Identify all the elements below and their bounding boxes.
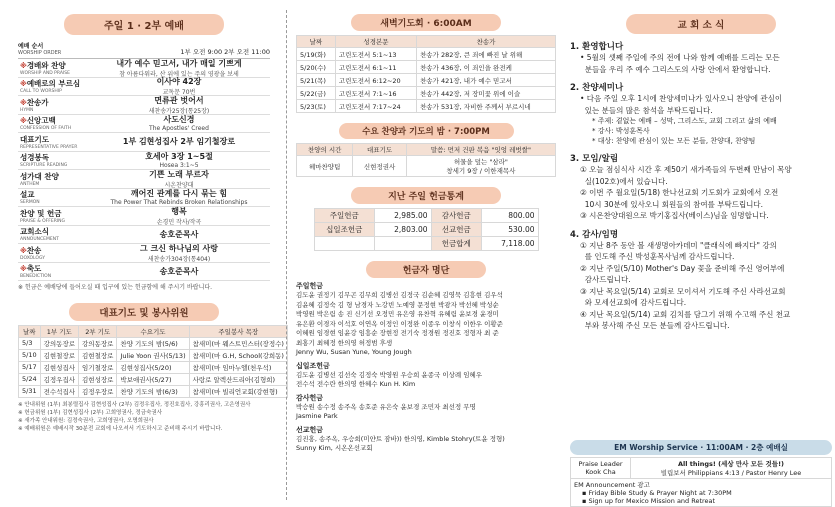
order-value	[88, 266, 270, 277]
table-row	[297, 61, 556, 74]
news-subitem: * 강사: 박성훈목사	[592, 127, 650, 135]
offering-note: ※ 헌금은 예배당에 들어오실 때 입구에 있는 헌금함에 해 주시기 바랍니다.	[18, 284, 213, 291]
news-list	[570, 40, 832, 332]
givers-line: 김도윤 김병선 김선숙 김정숙 박영원 우승희 윤종국 이상례 임혜우	[296, 370, 483, 379]
middle-column	[296, 0, 556, 507]
order-main: 면류관 벗어서	[154, 95, 204, 105]
duty-cell: 참새미(마 임마누엘(천우석)	[189, 361, 287, 373]
order-main: 기쁜 노래 부르자	[149, 169, 209, 179]
order-label	[18, 152, 88, 168]
em-ann-1: ▪ Friday Bible Study & Prayer Night at 7:30PM	[582, 489, 732, 497]
duty-cell: 5/10	[19, 349, 41, 361]
order-name: 대표기도	[20, 134, 49, 144]
offering-cell: 주일헌금	[314, 209, 375, 223]
order-main: 깨어진 관계를 다시 묶는 힘	[130, 189, 228, 199]
table-row	[19, 349, 288, 361]
order-label: 예배 순서	[18, 43, 44, 50]
order-row	[18, 115, 270, 134]
table-row	[297, 74, 556, 87]
dawn-cell: 찬송가 442장, 저 장미꽃 위에 이슬	[417, 87, 556, 100]
table-row	[314, 237, 538, 251]
order-name-en: ANNOUNCEMENT	[20, 237, 59, 243]
news-subitem: * 대상: 찬양에 관심이 있는 모든 분들, 찬양대, 찬양팀	[592, 137, 756, 145]
order-row	[18, 78, 270, 97]
duty-header: 주일봉사 목장	[189, 325, 287, 337]
duty-note: ※ 헌금위원 (1부) 김현성집사 (2부) 고희영권사, 정금숙권사	[18, 409, 163, 416]
givers-group-title: 주일헌금	[296, 282, 324, 290]
order-name-en: WORSHIP AND PRAISE	[20, 70, 70, 76]
offering-title: 지난 주일 헌금통계	[351, 187, 501, 204]
duty-note: ※ 예배위원은 예배시작 30분전 교회에 나오셔서 기도하시고 준비해 주시기 바랍니다.	[18, 425, 223, 432]
order-row	[18, 263, 270, 282]
order-main: 호세아 3장 1~5절	[145, 152, 213, 162]
duty-title: 대표기도 및 봉사위원	[69, 303, 219, 321]
dawn-cell: 찬송가 531장, 자비한 주께서 부르시네	[417, 100, 556, 113]
dawn-cell: 찬송가 436장, 이 죄인을 완전케	[417, 61, 556, 74]
order-label-ko	[20, 134, 88, 145]
news-item: ① 지난 8주 동안 볼 새생명아카데미 "클래식에 빠지다" 강의	[580, 240, 777, 250]
offering-cell: 십일조헌금	[314, 223, 375, 237]
news-item: 와 모세선교회에 감사드립니다.	[580, 298, 687, 307]
wed-verse: 창세기 9장 / 이한재목사	[446, 167, 516, 175]
duty-cell: 참새미(마 G.H, School(강희동)	[189, 349, 287, 361]
duty-cell: 임기철장로	[79, 361, 117, 373]
order-label-ko	[20, 189, 88, 200]
duty-cell: 찬양 기도의 밤(6/3)	[117, 385, 189, 397]
em-scripture: 빌립보서 Philippians 4:13 / Pastor Henry Lee	[660, 469, 802, 477]
duty-notes	[18, 401, 270, 433]
givers-line: Jasmine Park	[296, 412, 338, 420]
news-item: 실(102호)에서 있습니다.	[580, 176, 668, 186]
order-label-ko	[20, 152, 88, 163]
order-label-ko	[20, 226, 88, 237]
news-item: ② 이번 주 월요일(5/18) 한나선교회 기도회가 교회에서 오전	[580, 188, 779, 197]
offering-cell: 헌금합계	[431, 237, 481, 251]
star-icon: ※	[20, 98, 27, 107]
order-label	[18, 245, 88, 261]
news-section-title: 1. 환영합니다	[570, 42, 624, 52]
duty-cell: 5/24	[19, 373, 41, 385]
order-label	[18, 97, 88, 113]
wed-team: 헤마찬양팀	[297, 156, 353, 177]
duty-cell: 김현철장로	[79, 349, 117, 361]
givers-group-title: 선교헌금	[296, 425, 324, 434]
duty-header: 2부 기도	[79, 325, 117, 337]
dawn-title: 새벽기도회 · 6:00AM	[351, 14, 501, 31]
order-label-en: WORSHIP ORDER	[18, 50, 62, 56]
order-name: 성경봉독	[20, 153, 49, 163]
duty-header: 수요기도	[117, 325, 189, 337]
duty-cell: 김현성장로	[79, 373, 117, 385]
dawn-cell: 고린도전서 6:1~11	[335, 61, 416, 74]
news-section-title: 2. 찬양세미나	[570, 83, 624, 93]
offering-cell	[375, 237, 432, 251]
order-name-en: PRAISE & OFFERING	[20, 218, 66, 224]
order-name: 교회소식	[20, 227, 49, 237]
table-row	[19, 361, 288, 373]
order-sub: The Power That Rebinds Broken Relationships	[110, 199, 248, 207]
order-value	[88, 76, 270, 96]
wed-title: 수요 찬양과 기도의 밤 · 7:00PM	[339, 123, 514, 139]
duty-note: ※ 안내위원 (1부) 최봉렬집사 김현성집사 (2부) 김정우집사, 정진호집사, 강흥리권사, 고은영권사	[18, 401, 251, 408]
order-name-en: SERMON	[20, 200, 40, 206]
duty-cell: 5/3	[19, 337, 41, 349]
dawn-cell: 찬송가 421장, 내가 예수 믿고서	[417, 74, 556, 87]
order-sub: Hosea 3:1~5	[159, 162, 199, 170]
order-label	[18, 60, 88, 76]
worship-column	[18, 0, 284, 507]
order-main: 1부 김현성집사 2부 임기철장로	[122, 137, 236, 147]
news-item: 감사드립니다.	[580, 275, 631, 284]
news-item: • 다음 주일 오후 1시에 찬양세미나가 있사오니 찬양에 관심이	[580, 94, 783, 103]
order-label	[18, 189, 88, 205]
worship-order-list	[18, 58, 270, 281]
duty-cell: Julie Yoon 권사(5/13)	[117, 349, 189, 361]
order-name-en: ANTHEM	[20, 181, 40, 187]
duty-cell: 김현철장로	[40, 349, 78, 361]
order-label	[18, 171, 88, 187]
order-main: 내가 예수 믿고서, 내가 매일 기쁘게	[116, 58, 242, 68]
star-icon: ※	[20, 265, 27, 274]
news-item: ② 지난 주일(5/10) Mother's Day 꽃을 준비해 주신 영어부에	[580, 263, 785, 273]
table-row	[297, 87, 556, 100]
worship-title: 주일 1 · 2부 예배	[64, 14, 224, 35]
givers-line: 이혜원 임경현 임윤강 임흥순 장현정 전기숙 정경원 정진호 정형자 최 준	[296, 329, 499, 337]
offering-cell: 2,985.00	[375, 209, 432, 223]
offering-cell: 530.00	[481, 223, 538, 237]
offering-table	[314, 208, 539, 251]
givers-line: 김윤혜 김정숙 김 형 남경자 노강빈 노예영 문정현 박광자 박선혜 박성순	[296, 300, 499, 309]
order-name: 축도	[26, 264, 42, 274]
em-ann-label: EM Announcement 광고	[574, 481, 650, 489]
order-row	[18, 96, 270, 115]
dawn-cell: 5/23(토)	[297, 100, 336, 113]
news-section-title: 3. 모임/알림	[570, 154, 619, 164]
offering-cell: 7,118.00	[481, 237, 538, 251]
table-row	[297, 100, 556, 113]
wed-h3: 말씀: 먼저 건판 복음 "잇엉 레벗쌀"	[406, 144, 555, 156]
order-label	[18, 263, 88, 279]
dawn-header: 성경본문	[335, 36, 416, 48]
order-name-en: REPRESENTATIVE PRAYER	[20, 144, 78, 150]
service-times: 1부 오전 9:00 2부 오전 11:00	[180, 48, 270, 56]
order-label	[18, 115, 88, 131]
order-sub: 시온찬양대	[164, 181, 194, 189]
order-row	[18, 244, 270, 263]
givers-title: 헌금자 명단	[366, 261, 486, 278]
offering-cell: 선교헌금	[431, 223, 481, 237]
order-label-ko	[20, 97, 88, 108]
star-icon: ※	[20, 117, 27, 126]
order-value	[88, 169, 270, 189]
order-label-ko	[20, 115, 88, 126]
order-label-ko	[20, 60, 88, 71]
duty-cell: 김정우장로	[79, 385, 117, 397]
order-label	[18, 78, 88, 94]
givers-line: 김도윤 권정기 김무곤 김무희 김병선 김정국 김순혜 김영묵 김흥현 김우석	[296, 291, 503, 299]
givers-line: Sunny Kim, 시온온선교회	[296, 444, 373, 452]
duty-cell: 박보애권사(5/27)	[117, 373, 189, 385]
table-row	[314, 209, 538, 223]
news-item: 분들을 우리 주 예수 그리스도의 사랑 안에서 환영합니다.	[580, 64, 771, 74]
order-label-ko	[20, 171, 88, 182]
offering-cell: 감사헌금	[431, 209, 481, 223]
news-item: 10시 30분에 있사오니 회원들의 참여를 부탁드립니다.	[580, 199, 764, 209]
table-row	[314, 223, 538, 237]
wed-sermon: 허물을 덮는 "삼라"	[453, 158, 508, 166]
givers-line: 김진홍, 송주옥, 우승희(미얀트 잠바)) 한의영, Kimble Stohry(트윤 정형)	[296, 434, 505, 443]
order-label	[18, 208, 88, 224]
order-sub: 참 아름다워라, 산 위에 있는 주의 영광을 보세	[119, 70, 239, 78]
em-message: All things! (세상 만사 모든 것들!)	[677, 460, 784, 468]
order-sub: 새찬송가304장(통404)	[147, 255, 211, 263]
dawn-cell: 5/22(금)	[297, 87, 336, 100]
news-column	[570, 0, 832, 507]
order-sub: 새찬송가25장(통25장)	[148, 107, 210, 115]
order-value	[88, 151, 270, 169]
order-name: 찬양 및 헌금	[20, 208, 62, 218]
em-ann-2: ▪ Sign up for Mexico Mission and Retreat	[582, 497, 716, 505]
offering-cell: 800.00	[481, 209, 538, 223]
duty-cell: 찬양 기도의 밤(5/6)	[117, 337, 189, 349]
order-name-en: CALL TO WORSHIP	[20, 89, 62, 95]
duty-cell: 참새미(마 빌리언교회(강현형)	[189, 385, 287, 397]
dawn-cell: 5/20(수)	[297, 61, 336, 74]
dawn-header: 날짜	[297, 36, 336, 48]
news-section-title: 4. 감사/임명	[570, 229, 619, 240]
order-name-en: HYMN	[20, 107, 34, 113]
givers-line: 전수석 전수란 한의영 한혜수 Kun H. Kim	[296, 380, 416, 388]
wed-h1: 찬양의 시간	[297, 144, 353, 156]
dawn-cell: 고린도전서 7:1~16	[335, 87, 416, 100]
wed-table	[296, 143, 556, 177]
em-leader: Kook Cha	[585, 468, 616, 476]
givers-line: 유은환 이경자 이석호 이연옥 이정인 이정완 이종우 이창식 이한우 이황준	[296, 319, 503, 328]
order-sub: 교독문 70번	[162, 89, 196, 97]
order-main: 이사야 42장	[156, 77, 202, 87]
order-row	[18, 207, 270, 226]
star-icon: ※	[20, 246, 27, 255]
order-row	[18, 189, 270, 208]
wed-h2: 대표기도	[353, 144, 406, 156]
order-name: 찬송가	[26, 97, 49, 107]
table-row	[19, 385, 288, 397]
dawn-header: 찬송가	[417, 36, 556, 48]
order-sub: The Apostles' Creed	[149, 125, 209, 133]
order-name-en: DOXOLOGY	[20, 255, 45, 261]
order-name-en: CONFESSION OF FAITH	[20, 126, 72, 132]
order-value	[88, 58, 270, 78]
order-label-ko	[20, 78, 88, 89]
table-row	[297, 48, 556, 61]
order-value	[88, 188, 270, 206]
order-row	[18, 226, 270, 245]
news-item: ③ 지난 목요일(5/14) 교회로 모이셔서 기도해 주신 사라선교회	[580, 286, 786, 296]
duty-cell: 김현성집사(5/20)	[117, 361, 189, 373]
order-name-en: SCRIPTURE READING	[20, 163, 68, 169]
em-title: EM Worship Service · 11:00AM · 2층 예배실	[570, 440, 832, 455]
order-row	[18, 152, 270, 171]
order-row	[18, 59, 270, 78]
duty-header: 날짜	[19, 325, 41, 337]
duty-table	[18, 325, 288, 398]
star-icon: ※	[20, 61, 27, 70]
duty-cell: 사랑로 알렉산드리아(김형희)	[189, 373, 287, 385]
order-value	[88, 136, 270, 147]
table-row	[19, 337, 288, 349]
em-table	[570, 457, 832, 507]
duty-cell: 5/17	[19, 361, 41, 373]
news-subitem: * 주제: 곁없는 예배 – 성막, 그리스도, 교회 그리고 삶의 예배	[592, 117, 777, 125]
order-name: 경배와 찬양	[26, 60, 66, 70]
order-main: 사도신경	[163, 115, 195, 125]
dawn-cell: 찬송가 282장, 큰 죄에 빠진 날 위해	[417, 48, 556, 61]
givers-line: 최홍기 최혜정 한의영 허정범 후생	[296, 338, 393, 347]
order-name: 설교	[20, 190, 35, 200]
offering-cell: 2,803.00	[375, 223, 432, 237]
star-icon: ※	[20, 80, 27, 89]
order-value	[88, 95, 270, 115]
duty-cell: 김정우집사	[40, 373, 78, 385]
wed-prayer: 신현정권사	[353, 156, 406, 177]
givers-group-title: 감사헌금	[296, 393, 324, 402]
givers-line: Jenny Wu, Susan Yune, Young Jough	[296, 348, 412, 356]
givers-line: 박영원 박은림 송 진 신기선 오정민 유은영 유찬혁 유혜림 윤보경 윤경미	[296, 310, 499, 318]
news-item: 부와 봉사해 주신 모든 분들께 감사드립니다.	[580, 321, 730, 330]
givers-group-title: 십일조헌금	[296, 361, 330, 370]
news-item: ① 오늘 점심식사 시간 후 제50기 새가족들의 두번째 만남이 목양	[580, 165, 792, 174]
dawn-cell: 고린도전서 7:17~24	[335, 100, 416, 113]
news-item: 있는 분들의 많은 참석을 부탁드립니다.	[580, 105, 713, 115]
order-name: 신앙고백	[26, 116, 56, 126]
duty-header: 1부 기도	[40, 325, 78, 337]
order-label-ko	[20, 263, 88, 274]
order-label-ko	[20, 208, 88, 219]
dawn-cell: 고린도전서 5:1~13	[335, 48, 416, 61]
table-row	[19, 373, 288, 385]
news-item: ④ 지난 목요일(5/14) 교회 김치를 담그기 위해 수고해 주신 천교	[580, 309, 791, 319]
duty-cell: 김현성집사	[40, 361, 78, 373]
order-label	[18, 134, 88, 150]
news-item: • 5월의 셋째 주일에 주의 전에 나와 함께 예배를 드리는 모든	[580, 53, 780, 62]
order-row	[18, 170, 270, 189]
order-main: 행복	[171, 206, 187, 216]
givers-line: 박승원 송수정 송주옥 송호준 유은숙 윤보경 조민자 최선정 무명	[296, 402, 476, 411]
order-label	[18, 226, 88, 242]
offering-cell	[314, 237, 375, 251]
page-divider	[286, 10, 287, 500]
order-main: 그 크신 하나님의 사랑	[140, 243, 218, 253]
em-leader-label: Praise Leader	[578, 460, 623, 468]
order-name: 찬송	[26, 245, 42, 255]
order-value	[88, 206, 270, 226]
duty-cell: 강의동장로	[79, 337, 117, 349]
order-sub: 손경민 작사/작곡	[156, 218, 202, 226]
duty-note: ※ 새가족 안내위원: 김정숙권사, 고희영권사, 오명희권사	[18, 417, 154, 424]
dawn-table	[296, 35, 556, 113]
order-value	[88, 114, 270, 132]
duty-cell: 참새미(마 웨스트민스터(장정수)	[189, 337, 287, 349]
duty-cell: 전수석집사	[40, 385, 78, 397]
duty-cell: 강의동장로	[40, 337, 78, 349]
order-main: 송호준목사	[159, 229, 199, 239]
order-row	[18, 133, 270, 152]
order-label-ko	[20, 245, 88, 256]
order-value	[88, 243, 270, 263]
duty-cell: 5/31	[19, 385, 41, 397]
dawn-cell: 5/19(화)	[297, 48, 336, 61]
order-value	[88, 229, 270, 240]
news-item: ③ 시온찬양대원으로 박기홍집사(베이스)님을 임명합니다.	[580, 211, 769, 220]
order-name: 성가대 찬양	[20, 171, 59, 181]
news-title: 교 회 소 식	[626, 14, 776, 34]
order-name: 예배로의 부르심	[26, 79, 81, 89]
order-name-en: BENEDICTION	[20, 274, 52, 280]
news-item: 를 인도해 주신 박성훈목사님께 감사드립니다.	[580, 252, 735, 261]
order-main: 송호준목사	[159, 266, 199, 276]
dawn-cell: 고린도전서 6:12~20	[335, 74, 416, 87]
givers-list	[296, 281, 556, 454]
dawn-cell: 5/21(목)	[297, 74, 336, 87]
